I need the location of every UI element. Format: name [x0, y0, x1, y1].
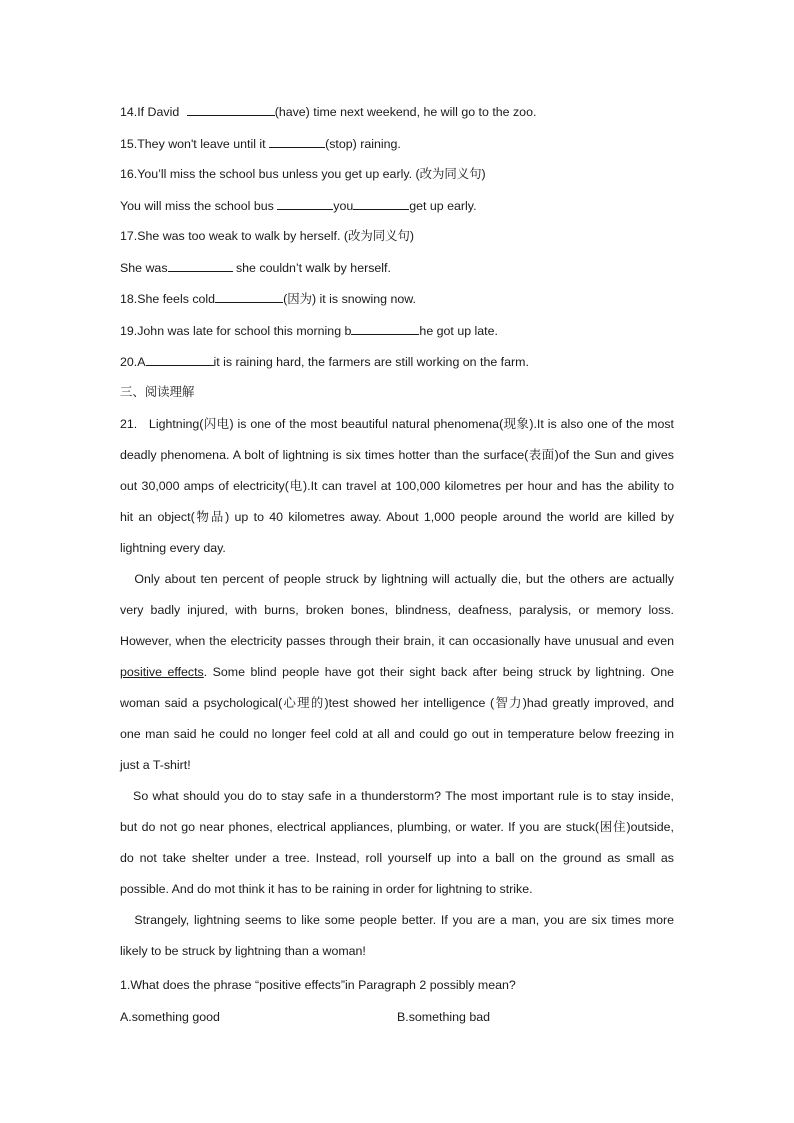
question-15-text: 15.They won't leave until it: [120, 137, 270, 151]
question-16-rewrite-end: get up early.: [409, 199, 477, 213]
question-16-rewrite: [120, 197, 477, 214]
question-17-rewrite: [120, 259, 391, 276]
reading-passage: [120, 409, 674, 967]
question-18: [120, 290, 416, 307]
answer-blank[interactable]: [146, 353, 214, 366]
question-17-rewrite-text: She was: [120, 261, 168, 275]
comprehension-question-1: 1.What does the phrase “positive effects”in Paragraph 2 possibly mean?: [120, 978, 516, 992]
positive-effects-phrase: positive effects: [120, 665, 204, 679]
question-20: [120, 353, 529, 370]
answer-blank[interactable]: [351, 322, 419, 335]
question-19: [120, 322, 498, 339]
question-16: [120, 166, 486, 182]
answer-blank[interactable]: [269, 135, 325, 148]
option-a[interactable]: A.something good: [120, 1010, 220, 1024]
question-20-text-end: it is raining hard, the farmers are still working on the farm.: [213, 355, 529, 369]
question-17-text: 17.She was too weak to walk by herself. (改为同义句): [120, 229, 415, 243]
paragraph-4: Strangely, lightning seems to like some people better. If you are a man, you are six times more likely to be struck by lightning than a woman!: [120, 913, 674, 958]
question-15-text-end: (stop) raining.: [325, 137, 401, 151]
answer-blank[interactable]: [277, 197, 333, 210]
paragraph-1: 21. Lightning(闪电) is one of the most beautiful natural phenomena(现象).It is also one of the most deadly phenomena. A bolt of lightning is six times hotter than the surface(表面)of the Sun and gives out 30,000 amps of electricity(电).It can travel at 100,000 kilometres per hour and has the ability to hit an object(物品) up to 40 kilometres away. About 1,000 people around the world are killed by lightning every day.: [120, 417, 674, 555]
question-18-text-end: (因为) it is snowing now.: [283, 292, 416, 306]
question-14-text: 14.If David: [120, 105, 183, 119]
question-15: [120, 135, 401, 152]
question-19-text: 19.John was late for school this morning b: [120, 324, 352, 338]
paragraph-3: So what should you do to stay safe in a thunderstorm? The most important rule is to stay inside, but do not go near phones, electrical appliances, plumbing, or water. If you are stuck(困住)outside, do not take shelter under a tree. Instead, roll yourself up into a ball on the ground as small as possible. And do mot think it has to be raining in order for lightning to strike.: [120, 789, 674, 896]
paragraph-2-start: Only about ten percent of people struck by lightning will actually die, but the others are actually very badly injured, with burns, broken bones, blindness, deafness, paralysis, or memory loss. However, when the electricity passes through their brain, it can occasionally have unusual and even: [120, 572, 674, 648]
answer-blank[interactable]: [215, 290, 283, 303]
question-14-text-end: (have) time next weekend, he will go to the zoo.: [274, 105, 537, 119]
question-17-rewrite-end: she couldn’t walk by herself.: [232, 261, 391, 275]
question-20-text: 20.A: [120, 355, 146, 369]
answer-blank[interactable]: [353, 197, 409, 210]
question-14: [120, 103, 536, 120]
option-b[interactable]: B.something bad: [397, 1010, 490, 1024]
answer-blank[interactable]: [187, 103, 275, 116]
paragraph-2-end: . Some blind people have got their sight back after being struck by lightning. One woman said a psychological(心理的)test showed her intelligence (智力)had greatly improved, and one man said he could no longer feel cold at all and could go out in temperature below freezing in just a T-shirt!: [120, 665, 675, 772]
question-18-text: 18.She feels cold: [120, 292, 216, 306]
answer-blank[interactable]: [168, 259, 233, 272]
question-16-rewrite-text: You will miss the school bus: [120, 199, 278, 213]
question-17: [120, 228, 414, 244]
section-title: 三、阅读理解: [120, 385, 195, 399]
question-16-rewrite-mid: you: [333, 199, 354, 213]
paragraph-2: [120, 564, 674, 781]
question-16-text: 16.You’ll miss the school bus unless you get up early. (改为同义句): [120, 167, 486, 181]
question-19-text-end: he got up late.: [419, 324, 498, 338]
